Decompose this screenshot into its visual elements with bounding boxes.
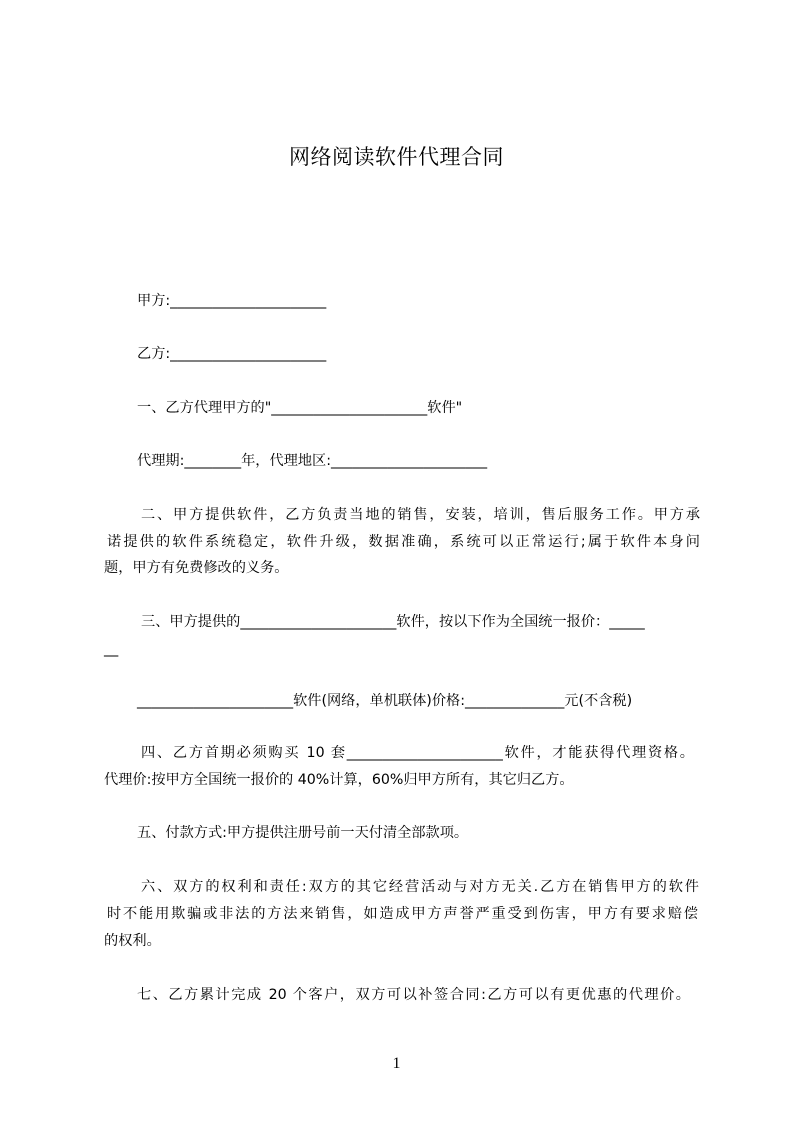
clause-2-line-2: 诺提供的软件系统稳定，软件升级，数据准确，系统可以正常运行;属于软件本身问 [107, 534, 700, 550]
clause-7-line: 七、乙方累计完成 20 个客户，双方可以补签合同:乙方可以有更优惠的代理价。 [137, 987, 690, 1003]
clause-6-line-3: 的权利。 [104, 933, 161, 949]
clause-4-line-2: 代理价:按甲方全国统一报价的 40%计算，60%归甲方所有，其它归乙方。 [104, 772, 574, 788]
party-a-line: 甲方:______________________ [137, 293, 327, 309]
clause-3-line-3: ______________________软件(网络，单机联体)价格:______________元(不含税) [137, 693, 633, 709]
clause-4-line-1: 四、乙方首期必须购买 10 套______________________软件，才能获得代理资格。 [141, 745, 694, 761]
clause-2-line-3: 题，甲方有免费修改的义务。 [104, 560, 289, 576]
clause-6-line-2: 时不能用欺骗或非法的方法来销售，如造成甲方声誉严重受到伤害，甲方有要求赔偿 [107, 906, 698, 922]
clause-2-line-1: 二、甲方提供软件，乙方负责当地的销售，安装，培训，售后服务工作。甲方承 [141, 507, 700, 523]
document-title: 网络阅读软件代理合同 [289, 145, 504, 169]
clause-6-line-1: 六、双方的权利和责任:双方的其它经营活动与对方无关.乙方在销售甲方的软件 [141, 879, 699, 895]
clause-3-line-1: 三、甲方提供的______________________软件，按以下作为全国统一报价：_____ [141, 614, 645, 630]
clause-3-line-2: __ [104, 641, 119, 657]
clause-5-line: 五、付款方式:甲方提供注册号前一天付清全部款项。 [137, 825, 469, 841]
page-number: 1 [392, 1055, 401, 1072]
clause-1-line-2: 代理期:________年，代理地区:______________________ [137, 453, 488, 469]
party-b-line: 乙方:______________________ [137, 346, 327, 362]
clause-1-line-1: 一、乙方代理甲方的"______________________软件" [137, 400, 463, 416]
